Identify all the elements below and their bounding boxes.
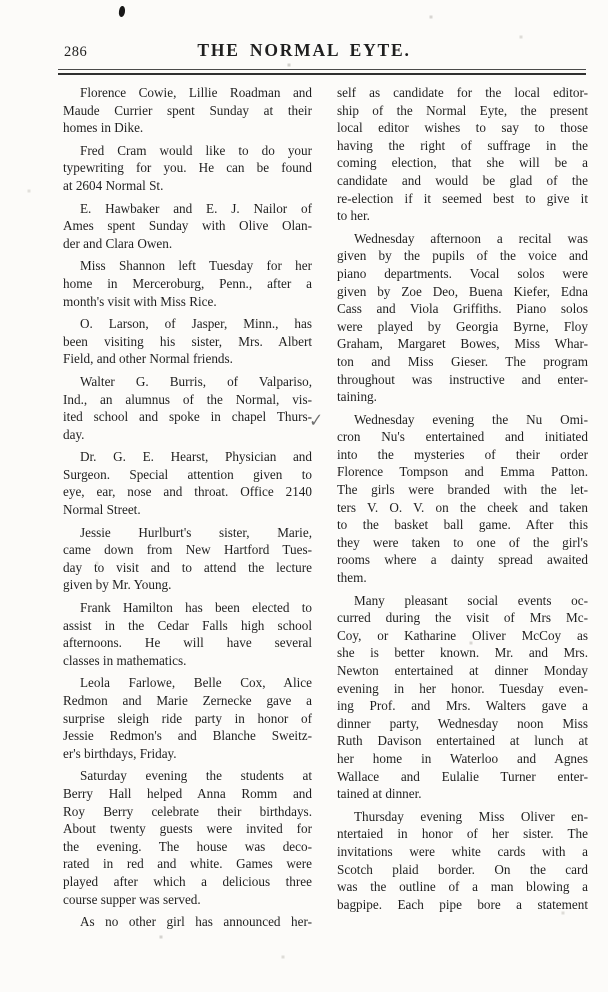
text-line: given by the pupils of the voice and (337, 248, 588, 264)
text-line: typewriting for you. He can be found (63, 160, 312, 176)
text-line: re-election if it seemed best to give it (337, 190, 588, 206)
text-line: Berry Hall helped Anna Romm and (63, 785, 312, 801)
text-line: curred during the visit of Mrs Mc- (337, 610, 588, 626)
text-line: Newton entertained at dinner Monday (337, 663, 588, 678)
text-line: month's visit with Miss Rice. (63, 293, 217, 309)
text-line: played after which a delicious three (63, 873, 312, 889)
text-line: E. Hawbaker and E. J. Nailor of (80, 200, 312, 216)
text-line: she is better known. Mr. and Mrs. (337, 645, 588, 661)
paragraph (337, 84, 588, 225)
page-number: 286 (64, 44, 88, 60)
text-line: the evening. The house was deco- (63, 838, 312, 854)
text-line: Fred Cram would like to do your (80, 142, 312, 158)
text-line: Many pleasant social events oc- (354, 592, 588, 608)
text-line: Scotch plaid border. On the card (337, 861, 588, 877)
text-line: taining. (337, 389, 377, 405)
text-line: were played by Georgia Byrne, Floy (337, 318, 588, 334)
text-line: O. Larson, of Jasper, Minn., has (80, 316, 312, 332)
text-line: Miss Shannon left Tuesday for her (80, 258, 312, 274)
text-line: classes in mathematics. (63, 652, 187, 668)
right-column (337, 84, 588, 918)
paragraph (337, 592, 588, 803)
text-line: Ames spent Sunday with Olive Olan- (63, 218, 312, 234)
text-line: to her. (337, 208, 370, 224)
text-line: they were taken to one of the girl's (337, 534, 588, 550)
left-column (63, 84, 312, 936)
text-line: ters V. O. V. on the cheek and taken (337, 499, 588, 515)
text-line: ton and Miss Gieser. The program (337, 353, 588, 369)
paragraph (63, 674, 312, 762)
paragraph (63, 448, 312, 518)
text-line: ited school and spoke in chapel Thurs- (63, 409, 312, 425)
paragraph (63, 315, 312, 368)
text-line: Ind., an alumnus of the Normal, vis- (63, 391, 312, 407)
text-line: Wednesday evening the Nu Omi- (354, 411, 588, 427)
text-line: bagpipe. Each pipe bore a statement (337, 896, 588, 912)
text-line: self as candidate for the local editor- (337, 85, 588, 100)
paragraph (337, 230, 588, 406)
text-line: Ruth Davison entertained at lunch at (337, 733, 588, 749)
text-line: Graham, Margaret Bowes, Miss Whar- (337, 336, 588, 352)
text-line: Walter G. Burris, of Valpariso, (80, 373, 312, 389)
ink-blot-mark (118, 6, 126, 18)
page-title: THE NORMAL EYTE. (197, 40, 411, 60)
text-line: having the right of suffrage in the (337, 137, 588, 153)
text-line: der and Clara Owen. (63, 235, 173, 251)
text-line: came down from New Hartford Tues- (63, 542, 312, 558)
text-line: Florence Cowie, Lillie Roadman and (80, 85, 312, 100)
text-line: been visiting his sister, Mrs. Albert (63, 333, 312, 349)
text-line: Maude Currier spent Sunday at their (63, 102, 312, 118)
text-line: Normal Street. (63, 502, 141, 518)
text-line: home in Merceroburg, Penn., after a (63, 275, 312, 291)
text-line: Roy Berry celebrate their birthdays. (63, 803, 312, 819)
text-line: Saturday evening the students at (80, 768, 312, 784)
paragraph (337, 808, 588, 914)
paragraph (63, 767, 312, 908)
text-line: surprise sleigh ride party in honor of (63, 710, 312, 726)
text-line: into the mysteries of their order (337, 446, 588, 462)
text-line: Dr. G. E. Hearst, Physician and (80, 449, 312, 465)
text-line: dinner party, Wednesday noon Miss (337, 715, 588, 731)
text-line: Florence Tompson and Emma Patton. (337, 464, 588, 480)
text-line: piano departments. Vocal solos were (337, 265, 588, 281)
text-line: ntertaied in honor of her sister. The (337, 826, 588, 842)
text-line: homes in Dike. (63, 120, 144, 136)
text-line: rooms where a dainty spread awaited (337, 552, 588, 568)
text-line: ing Prof. and Mrs. Walters gave a (337, 698, 588, 714)
text-line: local editor wishes to say to those (337, 120, 588, 136)
text-line: As no other girl has announced her- (80, 914, 312, 930)
text-line: Jessie Hurlburt's sister, Marie, (80, 524, 312, 540)
text-line: day to visit and to attend the lecture (63, 559, 312, 575)
paragraph (63, 200, 312, 253)
text-line: was the outline of a man blowing a (337, 879, 588, 895)
text-line: given by Mr. Young. (63, 577, 172, 593)
text-line: them. (337, 570, 367, 586)
text-line: evening in her honor. Tuesday even- (337, 680, 588, 696)
text-line: throughout was instructive and enter- (337, 371, 588, 387)
text-line: coming election, that she will be a (337, 155, 588, 171)
header-rule (58, 69, 586, 75)
text-line: assist in the Cedar Falls high school (63, 617, 312, 633)
text-line: her home in Waterloo and Agnes (337, 750, 588, 766)
text-line: afternoons. He will have several (63, 635, 312, 651)
text-line: day. (63, 426, 85, 442)
text-line: The girls were branded with the let- (337, 482, 588, 498)
text-line: Coy, or Katharine Oliver McCoy as (337, 627, 588, 643)
paragraph (63, 524, 312, 594)
paragraph (63, 599, 312, 669)
text-line: tained at dinner. (337, 786, 422, 802)
text-line: given by Zoe Deo, Buena Kiefer, Edna (337, 283, 588, 299)
text-line: Surgeon. Special attention given to (63, 466, 312, 482)
text-line: Wallace and Eulalie Turner enter- (337, 768, 588, 784)
text-line: cron Nu's entertained and initiated (337, 429, 588, 445)
text-line: Frank Hamilton has been elected to (80, 600, 312, 616)
text-line: rated in red and white. Games were (63, 856, 312, 872)
text-line: Redmon and Marie Zernecke gave a (63, 693, 312, 708)
text-line: candidate and would be glad of the (337, 172, 588, 188)
text-line: Leola Farlowe, Belle Cox, Alice (80, 675, 312, 691)
text-line: invitations were white cards with a (337, 843, 588, 859)
text-line: course supper was served. (63, 891, 201, 907)
text-line: er's birthdays, Friday. (63, 745, 177, 761)
paragraph (63, 913, 312, 931)
text-line: Thursday evening Miss Oliver en- (354, 808, 588, 824)
paragraph (63, 257, 312, 310)
text-line: Cass and Viola Griffiths. Piano solos (337, 301, 588, 317)
text-line: About twenty guests were invited for (63, 821, 312, 837)
paper-specks (0, 0, 2, 2)
text-line: Wednesday afternoon a recital was (354, 230, 588, 246)
text-line: eye, ear, nose and throat. Office 2140 (63, 484, 312, 500)
pencil-checkmark-icon: ✓ (309, 409, 324, 433)
paragraph (337, 411, 588, 587)
paragraph (63, 142, 312, 195)
text-line: Jessie Redmon's and Blanche Sweitz- (63, 728, 312, 744)
text-line: ship of the Normal Eyte, the present (337, 102, 588, 118)
text-line: Field, and other Normal friends. (63, 351, 233, 367)
paragraph (63, 373, 312, 443)
text-line: at 2604 Normal St. (63, 177, 164, 193)
paragraph (63, 84, 312, 137)
text-line: to the basket ball game. After this (337, 517, 588, 533)
